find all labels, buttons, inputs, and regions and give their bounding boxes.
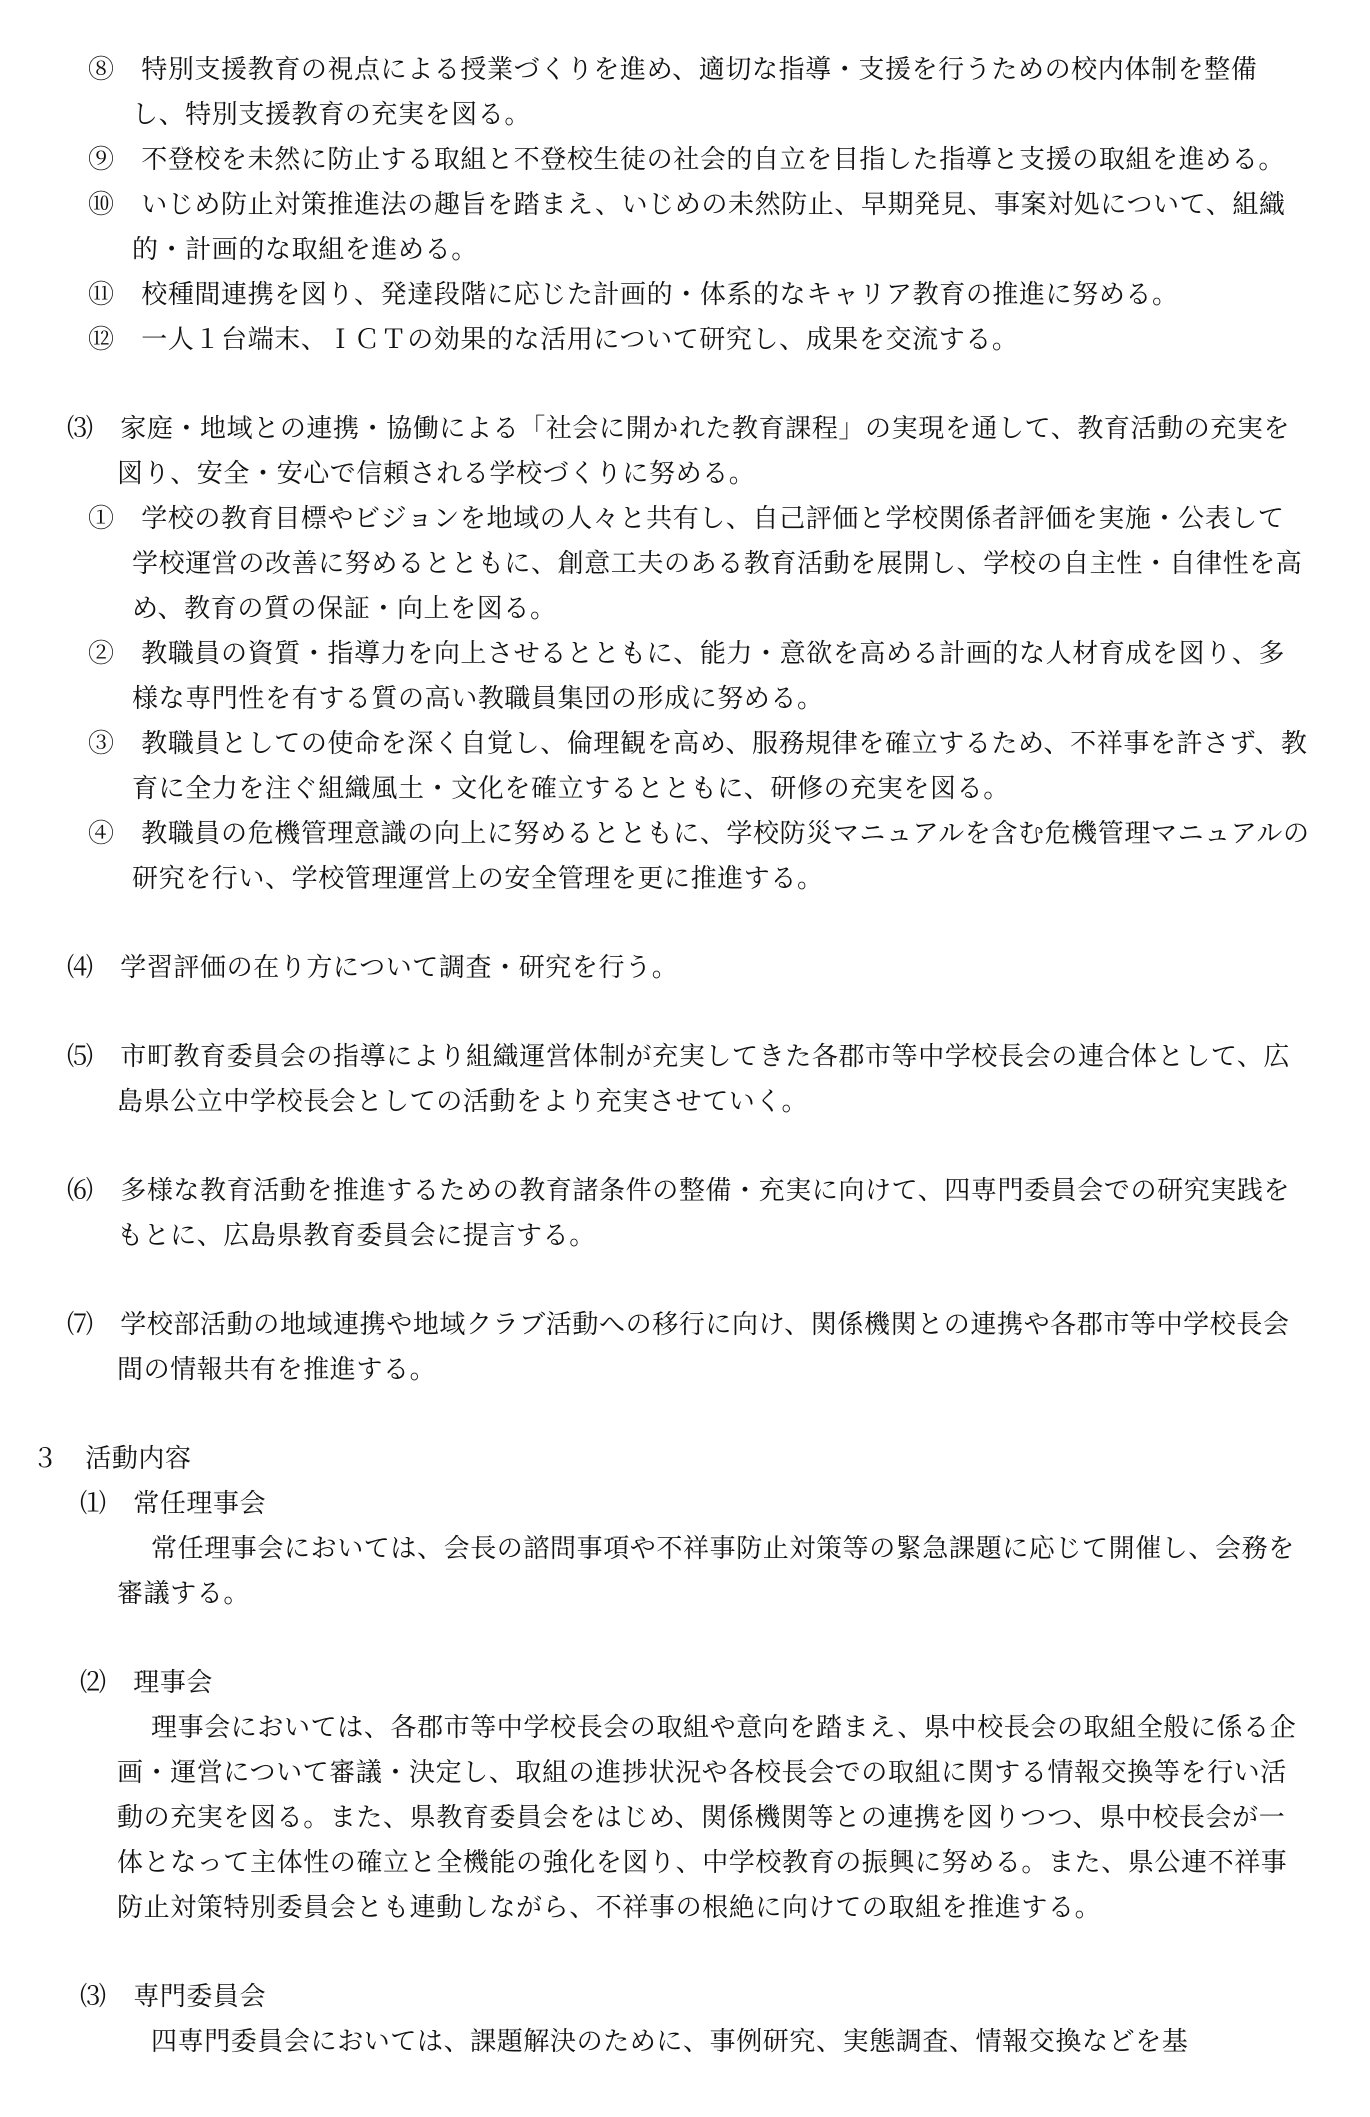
item-6: ⑹ 多様な教育活動を推進するための教育諸条件の整備・充実に向けて、四専門委員会での研究実践をもとに、広島県教育委員会に提言する。: [67, 1176, 1291, 1251]
item-5: ⑸ 市町教育委員会の指導により組織運営体制が充実してきた各郡市等中学校長会の連合体として、広島県公立中学校長会としての活動をより充実させていく。: [67, 1042, 1291, 1117]
spacer: [32, 1259, 1310, 1303]
subsection-body: 四専門委員会においては、課題解決のために、事例研究、実態調査、情報交換などを基: [151, 2027, 1189, 2057]
spacer: [32, 1125, 1310, 1169]
spacer: [32, 902, 1310, 946]
item-3: [32, 407, 1310, 902]
spacer: [32, 991, 1310, 1035]
spacer: [32, 1931, 1310, 1975]
list-item: ⑩ いじめ防止対策推進法の趣旨を踏まえ、いじめの未然防止、早期発見、事案対処について、組織的・計画的な取組を進める。: [88, 190, 1286, 265]
list-item: ⑫ 一人１台端末、ＩＣＴの効果的な活用について研究し、成果を交流する。: [88, 325, 1019, 355]
list-item: ⑧ 特別支援教育の視点による授業づくりを進め、適切な指導・支援を行うための校内体制を整備し、特別支援教育の充実を図る。: [88, 55, 1258, 130]
subsection-body: 常任理事会においては、会長の諮問事項や不祥事防止対策等の緊急課題に応じて開催し、会務を審議する。: [117, 1534, 1295, 1609]
section-heading: ３ 活動内容: [32, 1444, 192, 1474]
item-7: ⑺ 学校部活動の地域連携や地域クラブ活動への移行に向け、関係機関との連携や各郡市等中学校長会間の情報共有を推進する。: [67, 1310, 1290, 1385]
list-item: ⑪ 校種間連携を図り、発達段階に応じた計画的・体系的なキャリア教育の推進に努める。: [88, 280, 1179, 310]
item-4: ⑷ 学習評価の在り方について調査・研究を行う。: [67, 953, 679, 983]
spacer: [32, 1617, 1310, 1661]
spacer: [32, 363, 1310, 407]
list-item: ② 教職員の資質・指導力を向上させるとともに、能力・意欲を高める計画的な人材育成を図り、多様な専門性を有する質の高い教職員集団の形成に努める。: [88, 639, 1286, 714]
list-item: ① 学校の教育目標やビジョンを地域の人々と共有し、自己評価と学校関係者評価を実施・公表して学校運営の改善に努めるとともに、創意工夫のある教育活動を展開し、学校の自主性・自律性を高め、教育の質の保証・向上を図る。: [88, 504, 1303, 624]
subsection-title: ⑵ 理事会: [80, 1668, 214, 1698]
list-item-heading: ⑶ 家庭・地域との連携・協働による「社会に開かれた教育課程」の実現を通して、教育活動の充実を図り、安全・安心で信頼される学校づくりに努める。: [67, 414, 1291, 489]
spacer: [32, 1393, 1310, 1437]
subsection-body: 理事会においては、各郡市等中学校長会の取組や意向を踏まえ、県中校長会の取組全般に係る企画・運営について審議・決定し、取組の進捗状況や各校長会での取組に関する情報交換等を行い活動の充実を図る。また、県教育委員会をはじめ、関係機関等との連携を図りつつ、県中校長会が一体となって主体性の確立と全機能の強化を図り、中学校教育の振興に努める。また、県公連不祥事防止対策特別委員会とも連動しながら、不祥事の根絶に向けての取組を推進する。: [117, 1713, 1297, 1923]
list-item: ⑨ 不登校を未然に防止する取組と不登校生徒の社会的自立を目指した指導と支援の取組を進める。: [88, 145, 1286, 175]
circled-item-list: [32, 48, 1310, 363]
list-item: ④ 教職員の危機管理意識の向上に努めるとともに、学校防災マニュアルを含む危機管理マニュアルの研究を行い、学校管理運営上の安全管理を更に推進する。: [88, 819, 1310, 894]
subsection-title: ⑶ 専門委員会: [80, 1982, 267, 2012]
list-item: ③ 教職員としての使命を深く自覚し、倫理観を高め、服務規律を確立するため、不祥事を許さず、教育に全力を注ぐ組織風土・文化を確立するとともに、研修の充実を図る。: [88, 729, 1308, 804]
subsection-title: ⑴ 常任理事会: [80, 1489, 267, 1519]
